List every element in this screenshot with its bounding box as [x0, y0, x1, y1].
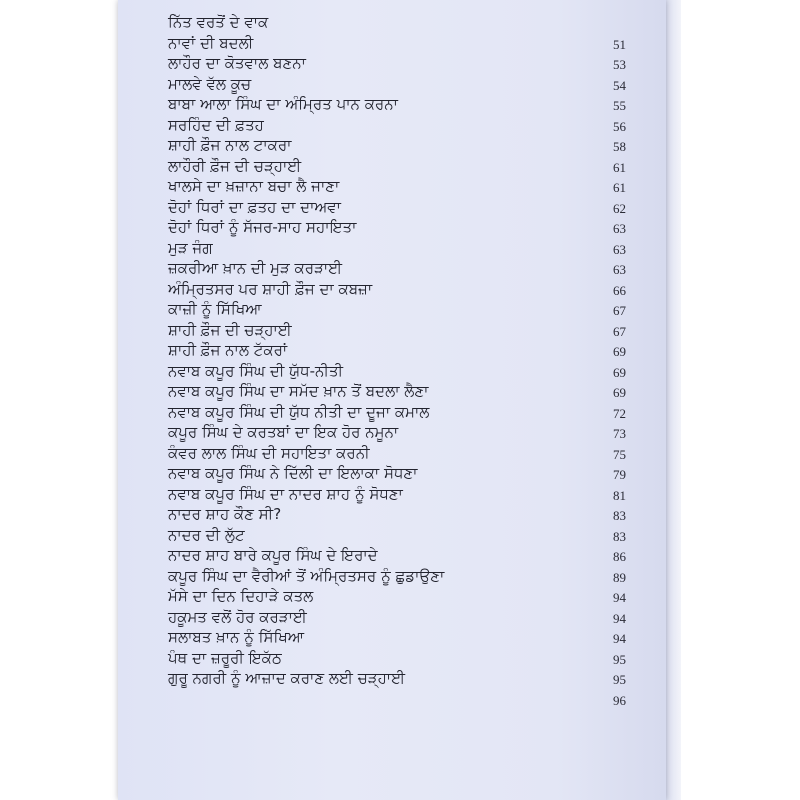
toc-entry — [168, 607, 626, 628]
toc-entry-page-number: 81 — [613, 487, 626, 503]
toc-entry-page-number: 61 — [613, 180, 626, 195]
toc-entry — [168, 668, 626, 689]
toc-entry — [168, 53, 626, 74]
toc-entry-page-number: 95 — [613, 651, 626, 667]
toc-entry-page-number: 89 — [613, 569, 626, 585]
toc-entry-title: ਨਵਾਬ ਕਪੂਰ ਸਿੰਘ ਦੀ ਯੁੱਧ-ਨੀਤੀ — [168, 361, 343, 380]
toc-entry-title: ਮੁੜ ਜੰਗ — [168, 238, 213, 257]
toc-entry-title: ਅੰਮ੍ਰਿਤਸਰ ਪਰ ਸ਼ਾਹੀ ਫ਼ੌਜ ਦਾ ਕਬਜ਼ਾ — [168, 279, 373, 298]
toc-entry — [168, 135, 626, 156]
toc-entry-title: ਨਵਾਬ ਕਪੂਰ ਸਿੰਘ ਦਾ ਸਮੱਦ ਖ਼ਾਨ ਤੋਂ ਬਦਲਾ ਲੈਣਾ — [168, 382, 429, 400]
toc-entry-title: ਮਾਲਵੇ ਵੱਲ ਕੂਚ — [168, 74, 252, 93]
toc-entry — [168, 566, 626, 587]
toc-entry — [168, 402, 626, 423]
toc-entry-title: ਨਵਾਬ ਕਪੂਰ ਸਿੰਘ ਦੀ ਯੁੱਧ ਨੀਤੀ ਦਾ ਦੂਜਾ ਕਮਾਲ — [168, 402, 430, 421]
toc-entry-page-number: 83 — [613, 508, 626, 523]
toc-entry — [168, 12, 626, 33]
toc-entry-page-number: 79 — [613, 467, 626, 482]
toc-entry — [168, 340, 626, 361]
toc-entry-title: ਪੰਥ ਦਾ ਜ਼ਰੂਰੀ ਇਕੱਠ — [168, 648, 282, 667]
toc-entry — [168, 422, 626, 443]
toc-entry-page-number: 94 — [613, 590, 626, 605]
toc-entry — [168, 74, 626, 95]
toc-entry-title: ਦੋਹਾਂ ਧਿਰਾਂ ਦਾ ਫ਼ਤਹ ਦਾ ਦਾਅਵਾ — [168, 197, 341, 216]
toc-entry-title: ਜ਼ਕਰੀਆ ਖ਼ਾਨ ਦੀ ਮੁੜ ਕਰੜਾਈ — [168, 259, 343, 277]
toc-entry-title: ਸਰਹਿੰਦ ਦੀ ਫ਼ਤਹ — [168, 115, 264, 134]
toc-entry-page-number: 94 — [613, 610, 626, 626]
toc-entry-page-number: 95 — [613, 672, 626, 687]
table-of-contents — [168, 12, 626, 709]
toc-entry-page-number: 69 — [613, 364, 626, 380]
toc-entry-title: ਸ਼ਾਹੀ ਫ਼ੌਜ ਦੀ ਚੜ੍ਹਾਈ — [168, 320, 292, 339]
toc-entry — [168, 463, 626, 484]
toc-entry-title: ਮੱਸੇ ਦਾ ਦਿਨ ਦਿਹਾੜੇ ਕਤਲ — [168, 587, 314, 605]
toc-entry-title: ਦੋਹਾਂ ਧਿਰਾਂ ਨੂੰ ਸੱਜਰ-ਸਾਹ ਸਹਾਇਤਾ — [168, 218, 357, 236]
toc-entry-page-number: 94 — [613, 631, 626, 646]
toc-entry — [168, 33, 626, 54]
toc-entry-title: ਨਾਦਰ ਸ਼ਾਹ ਕੌਣ ਸੀ? — [168, 505, 282, 523]
toc-entry-title: ਨਵਾਬ ਕਪੂਰ ਸਿੰਘ ਦਾ ਨਾਦਰ ਸ਼ਾਹ ਨੂੰ ਸੋਧਣਾ — [168, 484, 403, 503]
toc-entry — [168, 627, 626, 648]
toc-entry — [168, 279, 626, 300]
toc-entry — [168, 525, 626, 546]
toc-entry-title: ਕਪੂਰ ਸਿੰਘ ਦੇ ਕਰਤਬਾਂ ਦਾ ਇਕ ਹੋਰ ਨਮੂਨਾ — [168, 423, 399, 441]
toc-entry — [168, 381, 626, 402]
toc-entry-page-number: 63 — [613, 262, 626, 277]
toc-entry-title: ਨਿੱਤ ਵਰਤੋਂ ਦੇ ਵਾਕ — [168, 13, 269, 31]
toc-entry — [168, 320, 626, 341]
toc-entry — [168, 443, 626, 464]
toc-entry — [168, 504, 626, 525]
toc-entry-title: ਸਲਾਬਤ ਖ਼ਾਨ ਨੂੰ ਸਿੱਖਿਆ — [168, 628, 305, 646]
toc-entry-page-number: 51 — [613, 36, 626, 52]
toc-entry — [168, 238, 626, 259]
toc-entry-title: ਬਾਬਾ ਆਲਾ ਸਿੰਘ ਦਾ ਅੰਮ੍ਰਿਤ ਪਾਨ ਕਰਨਾ — [168, 95, 398, 113]
toc-entry-title: ਨਾਦਰ ਸ਼ਾਹ ਬਾਰੇ ਕਪੂਰ ਸਿੰਘ ਦੇ ਇਰਾਦੇ — [168, 546, 378, 564]
toc-entry — [168, 545, 626, 566]
toc-entry — [168, 258, 626, 279]
toc-entry-title: ਕੰਵਰ ਲਾਲ ਸਿੰਘ ਦੀ ਸਹਾਇਤਾ ਕਰਨੀ — [168, 443, 370, 462]
toc-entry-page-number: 61 — [613, 159, 626, 175]
toc-entry — [168, 217, 626, 238]
toc-entry — [168, 484, 626, 505]
toc-entry — [168, 361, 626, 382]
toc-entry-page-number: 96 — [613, 692, 626, 708]
toc-entry-title: ਕਪੂਰ ਸਿੰਘ ਦਾ ਵੈਰੀਆਂ ਤੋਂ ਅੰਮ੍ਰਿਤਸਰ ਨੂੰ ਛੁਡਾਉਣਾ — [168, 566, 445, 585]
toc-entry-title: ਗੁਰੂ ਨਗਰੀ ਨੂੰ ਆਜ਼ਾਦ ਕਰਾਣ ਲਈ ਚੜ੍ਹਾਈ — [168, 669, 406, 687]
toc-entry-title: ਨਾਦਰ ਦੀ ਲੁੱਟ — [168, 525, 245, 544]
toc-entry-title: ਕਾਜ਼ੀ ਨੂੰ ਸਿੱਖਿਆ — [168, 300, 262, 318]
toc-entry-page-number: 73 — [613, 426, 626, 441]
toc-entry — [168, 648, 626, 669]
toc-entry — [168, 94, 626, 115]
toc-entry-title: ਸ਼ਾਹੀ ਫ਼ੌਜ ਨਾਲ ਟੱਕਰਾਂ — [168, 341, 288, 359]
toc-entry-page-number: 67 — [613, 323, 626, 339]
toc-entry-page-number: 54 — [613, 77, 626, 93]
toc-entry-page-number: 69 — [613, 385, 626, 400]
toc-entry-page-number: 72 — [613, 405, 626, 421]
toc-entry-page-number: 69 — [613, 344, 626, 359]
toc-entry-page-number: 53 — [613, 57, 626, 72]
toc-entry-title: ਲਾਹੌਰੀ ਫ਼ੌਜ ਦੀ ਚੜ੍ਹਾਈ — [168, 156, 302, 175]
toc-entry — [168, 299, 626, 320]
toc-entry — [168, 586, 626, 607]
toc-entry-title: ਹਕੂਮਤ ਵਲੋਂ ਹੋਰ ਕਰੜਾਈ — [168, 607, 307, 626]
toc-entry-page-number: 63 — [613, 221, 626, 236]
toc-entry-page-number: 56 — [613, 118, 626, 134]
toc-entry-page-number: 67 — [613, 303, 626, 318]
toc-entry-page-number: 58 — [613, 139, 626, 154]
toc-entry-page-number: 86 — [613, 549, 626, 564]
toc-entry-page-number: 63 — [613, 241, 626, 257]
toc-entry-title: ਨਾਵਾਂ ਦੀ ਬਦਲੀ — [168, 33, 254, 52]
toc-entry-title: ਲਾਹੌਰ ਦਾ ਕੋਤਵਾਲ ਬਣਨਾ — [168, 54, 306, 72]
toc-entry-page-number: 55 — [613, 98, 626, 113]
toc-entry-title: ਸ਼ਾਹੀ ਫ਼ੌਜ ਨਾਲ ਟਾਕਰਾ — [168, 136, 292, 154]
toc-entry-title: ਖਾਲਸੇ ਦਾ ਖ਼ਜ਼ਾਨਾ ਬਚਾ ਲੈ ਜਾਣਾ — [168, 177, 340, 195]
toc-entry-page-number: 83 — [613, 528, 626, 544]
toc-entry — [168, 197, 626, 218]
toc-entry — [168, 176, 626, 197]
toc-entry-title: ਨਵਾਬ ਕਪੂਰ ਸਿੰਘ ਨੇ ਦਿੱਲੀ ਦਾ ਇਲਾਕਾ ਸੋਧਣਾ — [168, 464, 418, 482]
toc-entry — [168, 115, 626, 136]
toc-entry-page-number: 66 — [613, 282, 626, 298]
toc-entry-page-number: 62 — [613, 200, 626, 216]
toc-entry — [168, 689, 626, 710]
toc-entry-page-number: 75 — [613, 446, 626, 462]
toc-entry — [168, 156, 626, 177]
